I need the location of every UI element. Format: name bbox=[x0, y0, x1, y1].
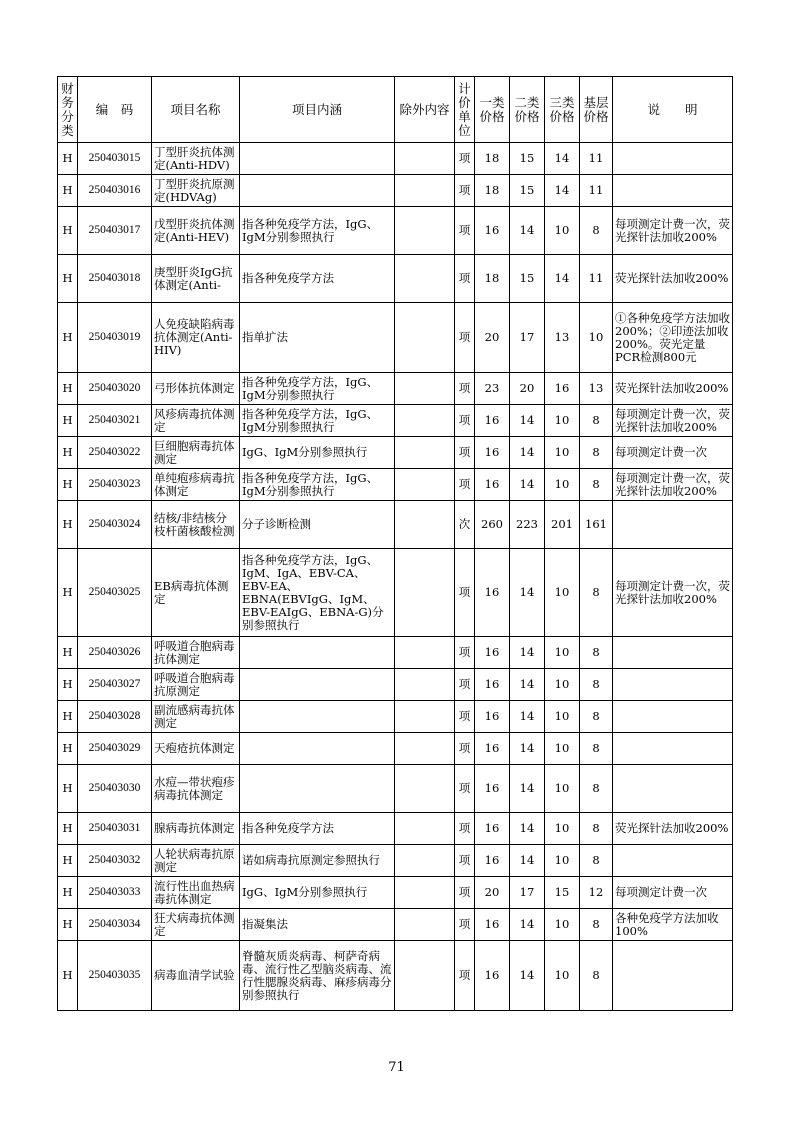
row-code: 250403018 bbox=[78, 255, 152, 303]
row-item-content: 指各种免疫学方法，IgG、IgM、IgA、EBV-CA、EBV-EA、EBNA(EBVIgG、IgM、EBV-EAIgG、EBNA-G)分别参照执行 bbox=[240, 549, 395, 637]
row-price-3: 10 bbox=[545, 845, 580, 877]
table-row bbox=[58, 877, 733, 909]
row-item-content: 脊髓灰质炎病毒、柯萨奇病毒、流行性乙型脑炎病毒、流行性腮腺炎病毒、麻疹病毒分别参照执行 bbox=[240, 941, 395, 1011]
row-price-3: 15 bbox=[545, 877, 580, 909]
row-price-1: 16 bbox=[475, 405, 510, 437]
row-category: H bbox=[58, 207, 78, 255]
row-item-name: 戊型肝炎抗体测定(Anti-HEV) bbox=[152, 207, 240, 255]
row-code: 250403015 bbox=[78, 143, 152, 175]
row-code: 250403031 bbox=[78, 813, 152, 845]
row-price-1: 260 bbox=[475, 501, 510, 549]
row-code: 250403017 bbox=[78, 207, 152, 255]
row-price-3: 10 bbox=[545, 405, 580, 437]
row-note bbox=[613, 175, 733, 207]
row-price-3: 13 bbox=[545, 303, 580, 373]
row-price-2: 14 bbox=[510, 669, 545, 701]
row-price-2: 14 bbox=[510, 437, 545, 469]
table-row bbox=[58, 669, 733, 701]
row-item-content: 分子诊断检测 bbox=[240, 501, 395, 549]
row-unit: 项 bbox=[455, 549, 475, 637]
row-category: H bbox=[58, 669, 78, 701]
row-note: ①各种免疫学方法加收200%；②印迹法加收200%。荧光定量PCR检测800元 bbox=[613, 303, 733, 373]
row-excluded bbox=[395, 175, 455, 207]
row-price-base: 8 bbox=[580, 941, 613, 1011]
table-row bbox=[58, 373, 733, 405]
row-category: H bbox=[58, 255, 78, 303]
row-price-1: 16 bbox=[475, 813, 510, 845]
row-excluded bbox=[395, 143, 455, 175]
fee-table bbox=[57, 76, 733, 1011]
table-row bbox=[58, 845, 733, 877]
row-unit: 项 bbox=[455, 469, 475, 501]
row-price-3: 10 bbox=[545, 909, 580, 941]
row-unit: 项 bbox=[455, 941, 475, 1011]
row-note: 每项测定计费一次，荧光探针法加收200% bbox=[613, 549, 733, 637]
row-note: 荧光探针法加收200% bbox=[613, 255, 733, 303]
row-price-2: 14 bbox=[510, 469, 545, 501]
row-price-3: 10 bbox=[545, 765, 580, 813]
row-item-content bbox=[240, 175, 395, 207]
row-item-name: 病毒血清学试验 bbox=[152, 941, 240, 1011]
row-code: 250403024 bbox=[78, 501, 152, 549]
row-category: H bbox=[58, 877, 78, 909]
row-unit: 项 bbox=[455, 813, 475, 845]
table-row bbox=[58, 813, 733, 845]
row-item-content: 指凝集法 bbox=[240, 909, 395, 941]
row-item-content bbox=[240, 637, 395, 669]
row-category: H bbox=[58, 501, 78, 549]
row-note bbox=[613, 733, 733, 765]
row-excluded bbox=[395, 437, 455, 469]
header-finance-category: 财务分类 bbox=[58, 77, 78, 143]
table-row bbox=[58, 733, 733, 765]
table-row bbox=[58, 143, 733, 175]
row-price-3: 10 bbox=[545, 469, 580, 501]
row-unit: 项 bbox=[455, 207, 475, 255]
row-price-2: 15 bbox=[510, 175, 545, 207]
header-price-2: 二类价格 bbox=[510, 77, 545, 143]
row-price-base: 8 bbox=[580, 549, 613, 637]
table-row bbox=[58, 255, 733, 303]
row-price-base: 8 bbox=[580, 637, 613, 669]
row-price-2: 14 bbox=[510, 549, 545, 637]
row-item-name: 人轮状病毒抗原测定 bbox=[152, 845, 240, 877]
row-note: 各种免疫学方法加收100% bbox=[613, 909, 733, 941]
row-item-name: 巨细胞病毒抗体测定 bbox=[152, 437, 240, 469]
row-item-name: 呼吸道合胞病毒抗体测定 bbox=[152, 637, 240, 669]
row-excluded bbox=[395, 405, 455, 437]
row-unit: 项 bbox=[455, 845, 475, 877]
row-price-2: 14 bbox=[510, 637, 545, 669]
header-unit: 计价单位 bbox=[455, 77, 475, 143]
row-price-1: 23 bbox=[475, 373, 510, 405]
table-row bbox=[58, 175, 733, 207]
row-price-1: 16 bbox=[475, 437, 510, 469]
row-price-2: 14 bbox=[510, 941, 545, 1011]
row-price-base: 13 bbox=[580, 373, 613, 405]
row-price-3: 10 bbox=[545, 669, 580, 701]
row-item-content bbox=[240, 669, 395, 701]
row-price-base: 8 bbox=[580, 765, 613, 813]
row-price-base: 8 bbox=[580, 845, 613, 877]
row-unit: 项 bbox=[455, 437, 475, 469]
row-category: H bbox=[58, 549, 78, 637]
row-price-1: 16 bbox=[475, 941, 510, 1011]
row-price-1: 18 bbox=[475, 143, 510, 175]
row-note bbox=[613, 669, 733, 701]
row-item-name: EB病毒抗体测定 bbox=[152, 549, 240, 637]
row-note bbox=[613, 701, 733, 733]
row-excluded bbox=[395, 669, 455, 701]
header-excluded: 除外内容 bbox=[395, 77, 455, 143]
row-code: 250403019 bbox=[78, 303, 152, 373]
row-unit: 项 bbox=[455, 143, 475, 175]
row-excluded bbox=[395, 207, 455, 255]
row-note: 荧光探针法加收200% bbox=[613, 373, 733, 405]
row-item-content: 指各种免疫学方法，IgG、IgM分别参照执行 bbox=[240, 405, 395, 437]
row-category: H bbox=[58, 437, 78, 469]
row-note: 每项测定计费一次，荧光探针法加收200% bbox=[613, 469, 733, 501]
row-code: 250403023 bbox=[78, 469, 152, 501]
row-price-base: 8 bbox=[580, 813, 613, 845]
row-price-3: 201 bbox=[545, 501, 580, 549]
row-excluded bbox=[395, 733, 455, 765]
table-row bbox=[58, 501, 733, 549]
row-price-3: 10 bbox=[545, 549, 580, 637]
row-category: H bbox=[58, 175, 78, 207]
table-row bbox=[58, 765, 733, 813]
row-note: 每项测定计费一次 bbox=[613, 877, 733, 909]
row-price-2: 14 bbox=[510, 207, 545, 255]
row-category: H bbox=[58, 701, 78, 733]
row-item-content bbox=[240, 765, 395, 813]
row-excluded bbox=[395, 701, 455, 733]
row-price-2: 14 bbox=[510, 909, 545, 941]
row-price-1: 16 bbox=[475, 909, 510, 941]
row-note bbox=[613, 637, 733, 669]
row-note: 每项测定计费一次 bbox=[613, 437, 733, 469]
row-item-name: 弓形体抗体测定 bbox=[152, 373, 240, 405]
row-price-base: 8 bbox=[580, 733, 613, 765]
row-code: 250403030 bbox=[78, 765, 152, 813]
table-row bbox=[58, 701, 733, 733]
row-price-2: 14 bbox=[510, 813, 545, 845]
row-price-3: 14 bbox=[545, 255, 580, 303]
row-excluded bbox=[395, 941, 455, 1011]
row-item-name: 流行性出血热病毒抗体测定 bbox=[152, 877, 240, 909]
row-excluded bbox=[395, 373, 455, 405]
row-price-2: 14 bbox=[510, 405, 545, 437]
row-unit: 项 bbox=[455, 255, 475, 303]
row-note bbox=[613, 941, 733, 1011]
row-item-name: 水痘—带状疱疹病毒抗体测定 bbox=[152, 765, 240, 813]
header-price-3: 三类价格 bbox=[545, 77, 580, 143]
row-price-2: 14 bbox=[510, 733, 545, 765]
row-price-2: 17 bbox=[510, 877, 545, 909]
row-item-content: 指各种免疫学方法，IgG、IgM分别参照执行 bbox=[240, 207, 395, 255]
row-code: 250403029 bbox=[78, 733, 152, 765]
row-item-name: 腺病毒抗体测定 bbox=[152, 813, 240, 845]
row-note: 每项测定计费一次，荧光探针法加收200% bbox=[613, 207, 733, 255]
table-row bbox=[58, 437, 733, 469]
row-category: H bbox=[58, 765, 78, 813]
row-category: H bbox=[58, 373, 78, 405]
row-category: H bbox=[58, 733, 78, 765]
row-excluded bbox=[395, 255, 455, 303]
row-item-name: 狂犬病毒抗体测定 bbox=[152, 909, 240, 941]
row-price-base: 8 bbox=[580, 405, 613, 437]
row-unit: 项 bbox=[455, 637, 475, 669]
row-excluded bbox=[395, 845, 455, 877]
row-item-content: IgG、IgM分别参照执行 bbox=[240, 877, 395, 909]
row-item-name: 庚型肝炎IgG抗体测定(Anti- bbox=[152, 255, 240, 303]
row-code: 250403026 bbox=[78, 637, 152, 669]
row-unit: 次 bbox=[455, 501, 475, 549]
row-price-2: 14 bbox=[510, 845, 545, 877]
row-price-base: 8 bbox=[580, 909, 613, 941]
header-item-name: 项目名称 bbox=[152, 77, 240, 143]
table-row bbox=[58, 549, 733, 637]
row-price-base: 8 bbox=[580, 701, 613, 733]
row-price-base: 8 bbox=[580, 669, 613, 701]
row-price-base: 10 bbox=[580, 303, 613, 373]
row-price-1: 16 bbox=[475, 207, 510, 255]
row-price-1: 20 bbox=[475, 303, 510, 373]
row-category: H bbox=[58, 845, 78, 877]
table-row bbox=[58, 207, 733, 255]
row-item-name: 丁型肝炎抗原测定(HDVAg) bbox=[152, 175, 240, 207]
header-row bbox=[58, 77, 733, 143]
row-note bbox=[613, 845, 733, 877]
row-item-content bbox=[240, 701, 395, 733]
row-category: H bbox=[58, 405, 78, 437]
row-unit: 项 bbox=[455, 765, 475, 813]
row-price-3: 10 bbox=[545, 941, 580, 1011]
row-item-content: 诺如病毒抗原测定参照执行 bbox=[240, 845, 395, 877]
row-unit: 项 bbox=[455, 701, 475, 733]
row-item-name: 结核/非结核分枝杆菌核酸检测 bbox=[152, 501, 240, 549]
row-price-base: 11 bbox=[580, 175, 613, 207]
row-price-base: 8 bbox=[580, 469, 613, 501]
row-note bbox=[613, 501, 733, 549]
row-price-1: 16 bbox=[475, 469, 510, 501]
row-price-2: 14 bbox=[510, 701, 545, 733]
row-price-base: 8 bbox=[580, 437, 613, 469]
header-item-content: 项目内涵 bbox=[240, 77, 395, 143]
row-price-base: 11 bbox=[580, 143, 613, 175]
row-price-2: 20 bbox=[510, 373, 545, 405]
row-excluded bbox=[395, 909, 455, 941]
row-excluded bbox=[395, 813, 455, 845]
row-code: 250403033 bbox=[78, 877, 152, 909]
row-price-3: 14 bbox=[545, 143, 580, 175]
row-unit: 项 bbox=[455, 733, 475, 765]
row-price-3: 10 bbox=[545, 733, 580, 765]
table-row bbox=[58, 941, 733, 1011]
row-category: H bbox=[58, 469, 78, 501]
row-excluded bbox=[395, 637, 455, 669]
row-price-base: 11 bbox=[580, 255, 613, 303]
page-number: 71 bbox=[388, 1060, 405, 1075]
row-excluded bbox=[395, 549, 455, 637]
row-price-3: 10 bbox=[545, 637, 580, 669]
row-excluded bbox=[395, 469, 455, 501]
row-price-2: 15 bbox=[510, 143, 545, 175]
row-item-name: 风疹病毒抗体测定 bbox=[152, 405, 240, 437]
row-excluded bbox=[395, 765, 455, 813]
row-category: H bbox=[58, 143, 78, 175]
row-price-3: 10 bbox=[545, 813, 580, 845]
row-code: 250403035 bbox=[78, 941, 152, 1011]
row-note bbox=[613, 765, 733, 813]
row-price-3: 16 bbox=[545, 373, 580, 405]
row-code: 250403025 bbox=[78, 549, 152, 637]
row-code: 250403032 bbox=[78, 845, 152, 877]
row-category: H bbox=[58, 941, 78, 1011]
row-price-1: 16 bbox=[475, 701, 510, 733]
row-code: 250403021 bbox=[78, 405, 152, 437]
table-row bbox=[58, 909, 733, 941]
row-price-1: 20 bbox=[475, 877, 510, 909]
row-code: 250403027 bbox=[78, 669, 152, 701]
row-unit: 项 bbox=[455, 303, 475, 373]
row-category: H bbox=[58, 813, 78, 845]
row-price-base: 8 bbox=[580, 207, 613, 255]
row-excluded bbox=[395, 303, 455, 373]
row-item-name: 副流感病毒抗体测定 bbox=[152, 701, 240, 733]
row-price-1: 16 bbox=[475, 733, 510, 765]
row-unit: 项 bbox=[455, 405, 475, 437]
row-price-1: 16 bbox=[475, 765, 510, 813]
row-unit: 项 bbox=[455, 175, 475, 207]
row-note: 荧光探针法加收200% bbox=[613, 813, 733, 845]
row-code: 250403022 bbox=[78, 437, 152, 469]
row-price-2: 15 bbox=[510, 255, 545, 303]
row-price-3: 10 bbox=[545, 437, 580, 469]
row-item-name: 人免疫缺陷病毒抗体测定(Anti-HIV) bbox=[152, 303, 240, 373]
row-excluded bbox=[395, 501, 455, 549]
row-price-base: 12 bbox=[580, 877, 613, 909]
row-item-content: 指单扩法 bbox=[240, 303, 395, 373]
row-item-name: 天疱疮抗体测定 bbox=[152, 733, 240, 765]
row-price-1: 18 bbox=[475, 255, 510, 303]
row-price-base: 161 bbox=[580, 501, 613, 549]
table-row bbox=[58, 469, 733, 501]
row-item-content: 指各种免疫学方法，IgG、IgM分别参照执行 bbox=[240, 469, 395, 501]
header-code: 编 码 bbox=[78, 77, 152, 143]
row-note: 每项测定计费一次，荧光探针法加收200% bbox=[613, 405, 733, 437]
row-unit: 项 bbox=[455, 373, 475, 405]
row-unit: 项 bbox=[455, 877, 475, 909]
row-code: 250403020 bbox=[78, 373, 152, 405]
row-item-name: 丁型肝炎抗体测定(Anti-HDV) bbox=[152, 143, 240, 175]
row-code: 250403028 bbox=[78, 701, 152, 733]
table-row bbox=[58, 303, 733, 373]
row-price-3: 10 bbox=[545, 701, 580, 733]
table-row bbox=[58, 637, 733, 669]
row-price-1: 16 bbox=[475, 845, 510, 877]
row-price-2: 223 bbox=[510, 501, 545, 549]
row-price-2: 17 bbox=[510, 303, 545, 373]
row-item-content: 指各种免疫学方法 bbox=[240, 255, 395, 303]
row-category: H bbox=[58, 909, 78, 941]
header-price-base: 基层价格 bbox=[580, 77, 613, 143]
row-category: H bbox=[58, 637, 78, 669]
row-note bbox=[613, 143, 733, 175]
row-code: 250403016 bbox=[78, 175, 152, 207]
row-price-3: 10 bbox=[545, 207, 580, 255]
row-item-content: 指各种免疫学方法，IgG、IgM分别参照执行 bbox=[240, 373, 395, 405]
header-note: 说 明 bbox=[613, 77, 733, 143]
row-excluded bbox=[395, 877, 455, 909]
row-price-1: 18 bbox=[475, 175, 510, 207]
row-price-2: 14 bbox=[510, 765, 545, 813]
row-code: 250403034 bbox=[78, 909, 152, 941]
row-price-1: 16 bbox=[475, 637, 510, 669]
row-item-content bbox=[240, 733, 395, 765]
row-item-content bbox=[240, 143, 395, 175]
header-price-1: 一类价格 bbox=[475, 77, 510, 143]
row-unit: 项 bbox=[455, 669, 475, 701]
table-row bbox=[58, 405, 733, 437]
row-unit: 项 bbox=[455, 909, 475, 941]
row-price-1: 16 bbox=[475, 669, 510, 701]
row-item-content: IgG、IgM分别参照执行 bbox=[240, 437, 395, 469]
row-item-name: 单纯疱疹病毒抗体测定 bbox=[152, 469, 240, 501]
row-item-content: 指各种免疫学方法 bbox=[240, 813, 395, 845]
row-category: H bbox=[58, 303, 78, 373]
row-item-name: 呼吸道合胞病毒抗原测定 bbox=[152, 669, 240, 701]
row-price-3: 14 bbox=[545, 175, 580, 207]
row-price-1: 16 bbox=[475, 549, 510, 637]
